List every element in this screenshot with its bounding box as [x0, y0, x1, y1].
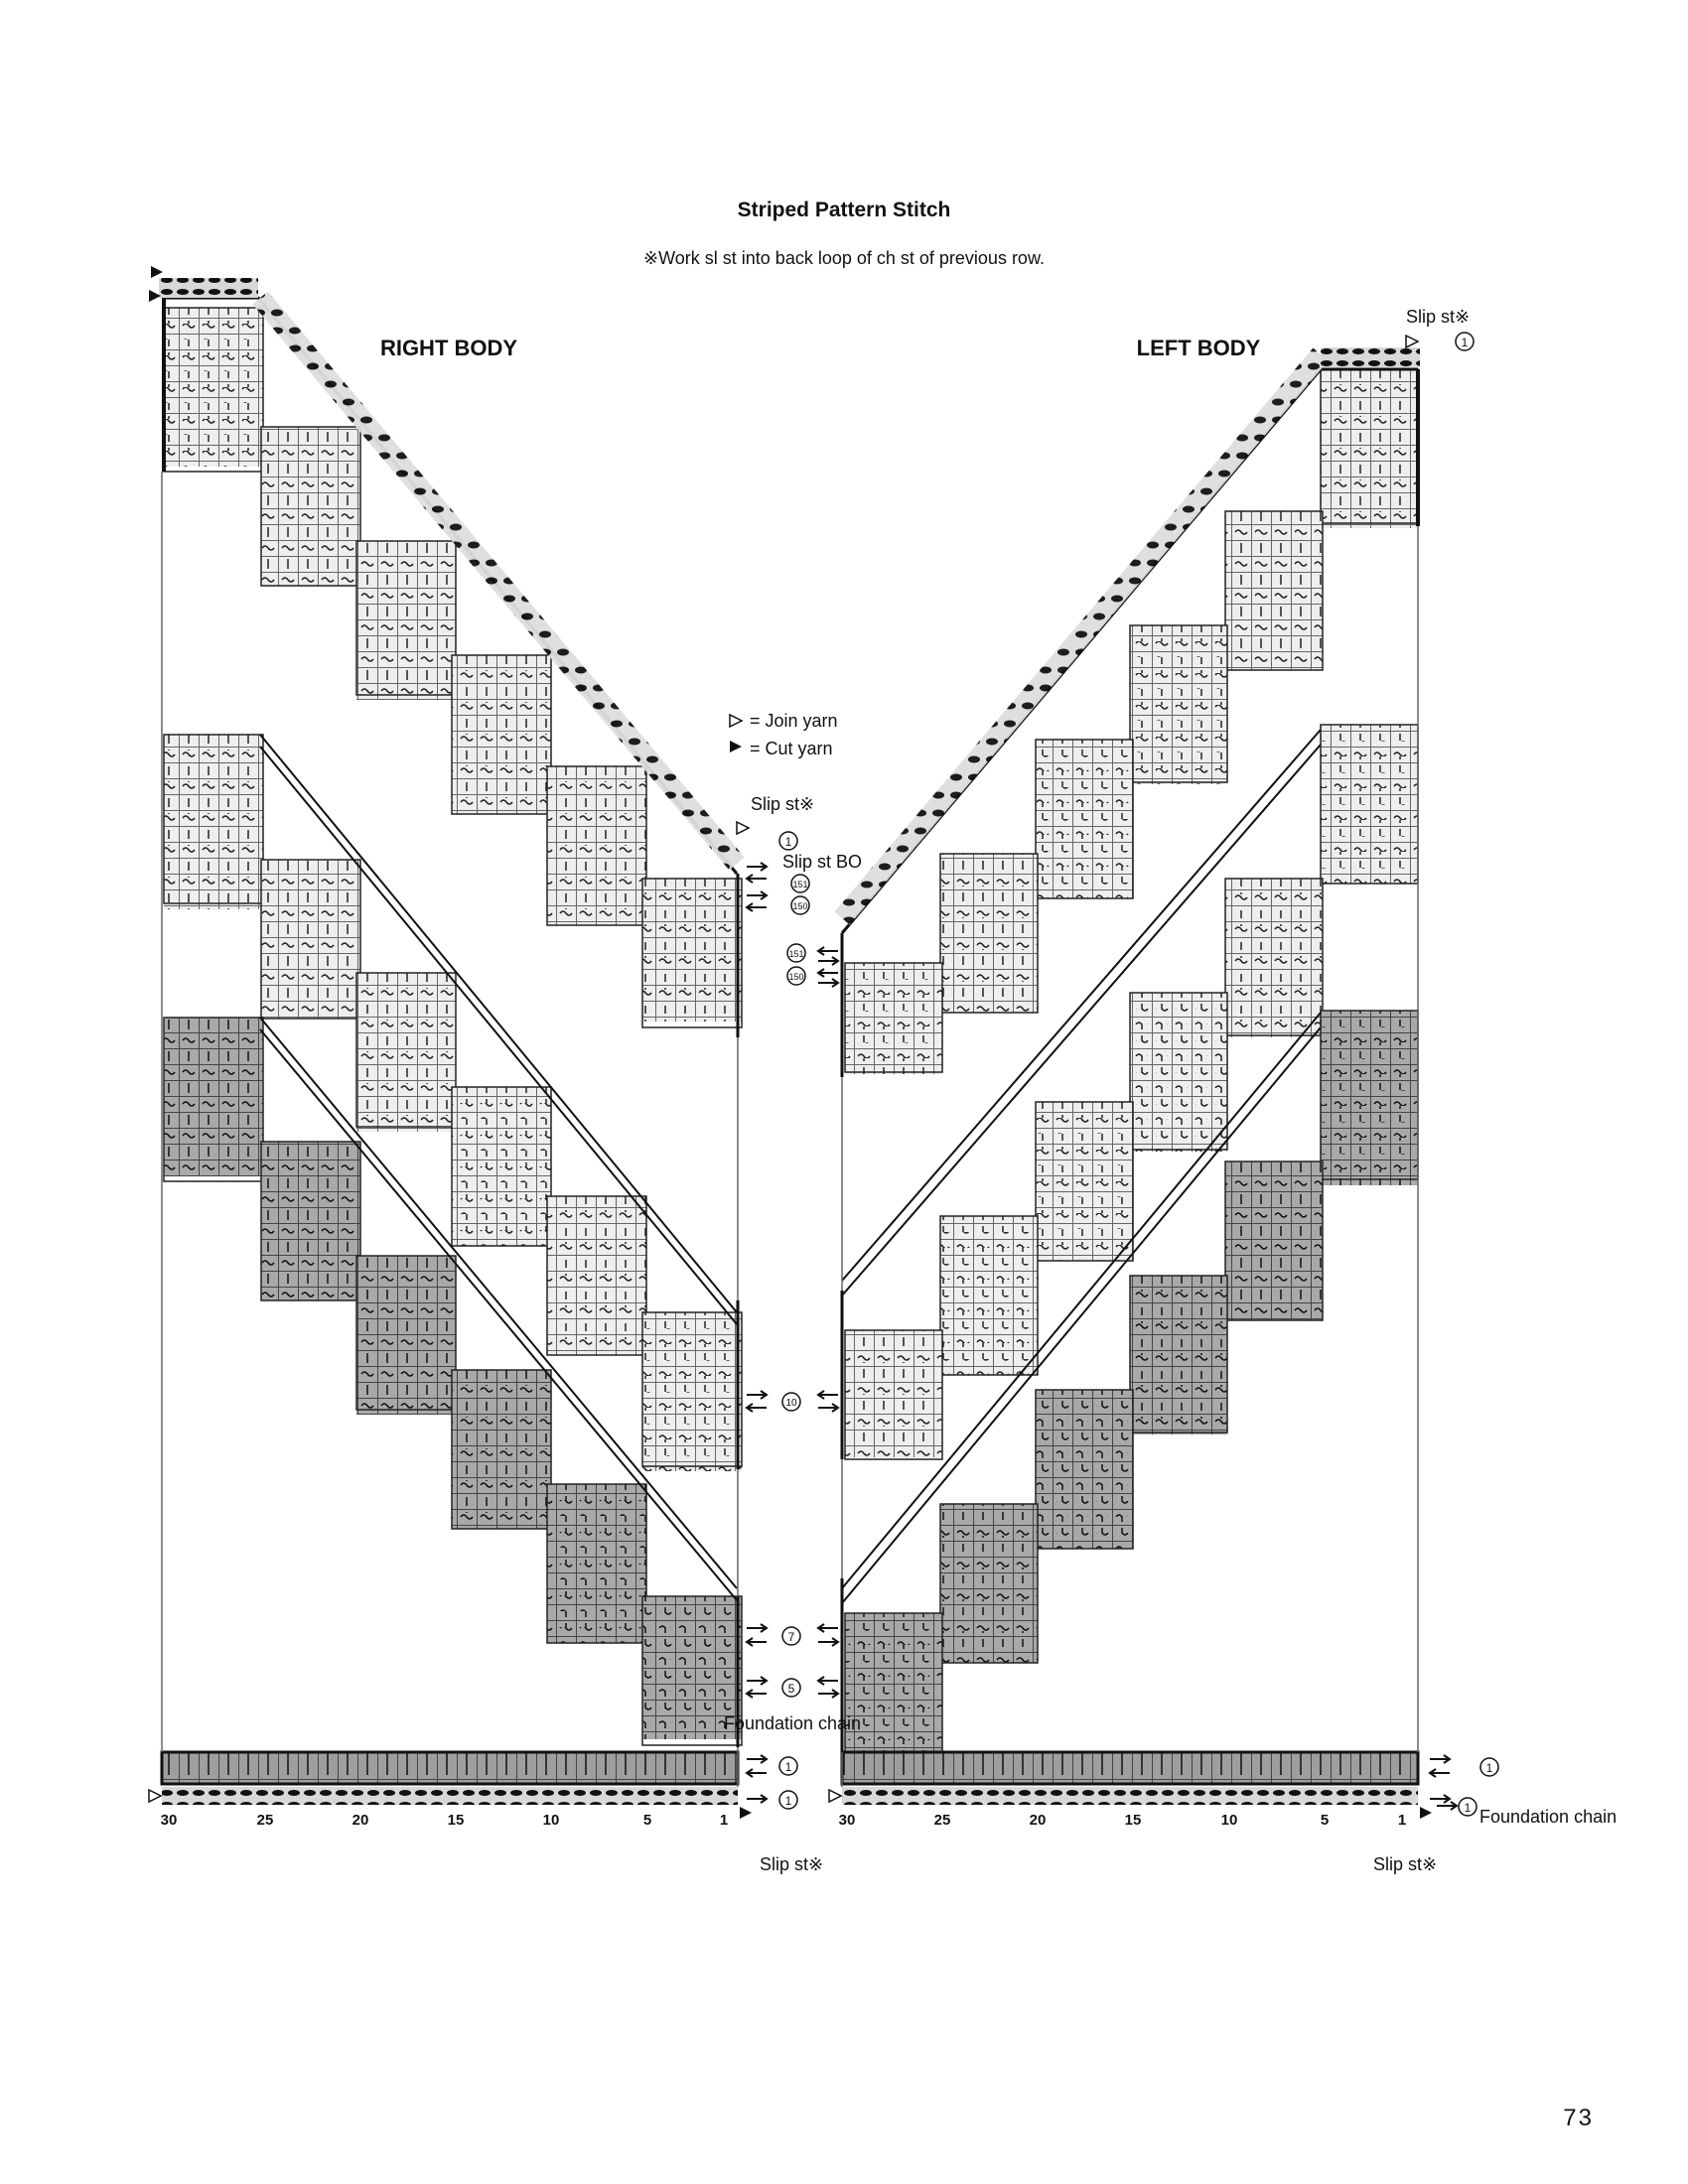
stitch-block: [1225, 511, 1323, 670]
right-body-chart: [159, 278, 742, 1805]
arrow-left-icon: [818, 1677, 838, 1685]
tick-label: 15: [1124, 1812, 1142, 1829]
stitch-block: [1321, 725, 1418, 884]
join-yarn-icon: [1406, 336, 1418, 347]
svg-text:10: 10: [785, 1398, 797, 1409]
foundation-chain-row: [842, 1787, 1418, 1805]
join-yarn-icon: [829, 1790, 841, 1802]
stitch-block: [1321, 1011, 1418, 1185]
tick-label: 5: [1320, 1812, 1330, 1829]
top-chain-row: [1321, 347, 1420, 367]
stitch-block: [547, 766, 646, 925]
cut-yarn-icon: [1420, 1807, 1432, 1819]
arrow-right-icon: [818, 957, 838, 965]
stitch-block: [164, 308, 263, 472]
stitch-block: [845, 1330, 942, 1459]
arrow-left-icon: [818, 1624, 838, 1632]
page-number: 73: [1563, 2105, 1594, 2131]
tick-label: 10: [1220, 1812, 1238, 1829]
tick-label: 30: [838, 1812, 856, 1829]
arrow-left-icon: [747, 1690, 767, 1698]
slip-st-label-bottom-right: Slip st※: [1372, 1854, 1438, 1874]
arrow-left-icon: [747, 1638, 767, 1646]
arrow-left-icon: [747, 903, 767, 911]
svg-text:7: 7: [787, 1630, 795, 1644]
foundation-band: [162, 1752, 738, 1784]
stitch-block: [452, 655, 551, 814]
arrow-right-icon: [818, 1690, 838, 1698]
filled-triangle-icon: [730, 741, 742, 752]
svg-text:151: 151: [792, 880, 808, 889]
instruction-note: ※Work sl st into back loop of ch st of previous row.: [643, 248, 1045, 268]
left-body-axis: [839, 1812, 1407, 1829]
tick-label: 1: [719, 1812, 729, 1829]
arrow-right-icon: [747, 1677, 767, 1685]
stitch-block: [1036, 1390, 1133, 1549]
row-marker-1-foundation-center: [779, 1757, 797, 1775]
svg-text:1: 1: [1461, 336, 1469, 349]
foundation-band: [842, 1752, 1418, 1784]
arrow-right-icon: [747, 1795, 767, 1803]
row-marker-1-center-top: [779, 832, 797, 850]
stitch-block: [940, 854, 1038, 1013]
stitch-block: [642, 879, 742, 1027]
cut-yarn-icon: [151, 266, 163, 278]
stitch-block: [452, 1370, 551, 1529]
row-marker-5: [782, 1679, 800, 1697]
legend-cut-yarn: = Cut yarn: [750, 739, 833, 758]
slip-st-label-center: Slip st※: [750, 794, 815, 814]
arrow-left-icon: [818, 1391, 838, 1399]
svg-text:1: 1: [784, 1794, 792, 1808]
stitch-block: [1130, 993, 1227, 1152]
arrow-left-icon: [818, 969, 838, 977]
arrow-left-icon: [747, 1404, 767, 1412]
row-marker-151-right: [791, 875, 809, 892]
cut-yarn-icon: [740, 1807, 752, 1819]
open-triangle-icon: [730, 715, 742, 727]
svg-text:5: 5: [787, 1682, 795, 1696]
row-marker-10: [782, 1393, 800, 1411]
stitch-block: [940, 1504, 1038, 1663]
chart-title: Striped Pattern Stitch: [737, 199, 951, 221]
row-marker-1-right-edge: [1480, 1758, 1498, 1776]
svg-text:1: 1: [784, 835, 792, 849]
stitch-block: [164, 1018, 263, 1181]
tick-label: 5: [642, 1812, 652, 1829]
arrow-right-icon: [818, 1404, 838, 1412]
foundation-chain-label-right: Foundation chain: [1479, 1807, 1618, 1827]
tick-label: 30: [160, 1812, 178, 1829]
arrow-right-icon: [747, 1391, 767, 1399]
stitch-block: [547, 1484, 646, 1643]
stitch-block: [1321, 369, 1418, 528]
arrow-left-icon: [1430, 1769, 1450, 1777]
foundation-chain-label-center: Foundation chain: [723, 1713, 862, 1733]
arrow-right-icon: [1430, 1795, 1450, 1803]
join-yarn-icon: [149, 1790, 161, 1802]
row-marker-1-slip-center: [779, 1791, 797, 1809]
svg-text:1: 1: [1464, 1801, 1472, 1815]
svg-text:1: 1: [1485, 1761, 1493, 1775]
stitch-block: [164, 735, 263, 909]
arrow-right-icon: [818, 979, 838, 987]
tick-label: 25: [933, 1812, 951, 1829]
row-marker-150-left: [787, 967, 805, 985]
stitch-block: [1225, 879, 1323, 1037]
join-yarn-icon: [737, 822, 749, 834]
stitch-block: [261, 427, 360, 586]
row-marker-1-top-right: [1456, 333, 1474, 350]
slip-st-bo-label: Slip st BO: [782, 852, 863, 872]
arrow-left-icon: [747, 875, 767, 883]
stitch-block: [261, 1142, 360, 1300]
stitch-block: [356, 973, 456, 1132]
stitch-block: [1130, 625, 1227, 784]
stitch-block: [261, 860, 360, 1019]
stitch-block: [452, 1087, 551, 1246]
arrow-right-icon: [747, 1755, 767, 1763]
stitch-block: [1036, 1102, 1133, 1261]
stitch-block: [356, 1256, 456, 1415]
right-body-label: RIGHT BODY: [379, 336, 518, 360]
stitch-block: [1225, 1161, 1323, 1320]
stitch-block: [1036, 740, 1133, 898]
stitch-block: [356, 541, 456, 700]
left-body-chart: [842, 347, 1420, 1805]
row-marker-1-foundation-right: [1459, 1798, 1477, 1816]
legend-join-yarn: = Join yarn: [750, 711, 838, 731]
right-body-axis: [161, 1812, 729, 1829]
arrow-right-icon: [747, 1624, 767, 1632]
legend: [730, 711, 838, 758]
arrow-right-icon: [1430, 1755, 1450, 1763]
tick-label: 15: [447, 1812, 465, 1829]
tick-label: 20: [1029, 1812, 1047, 1829]
row-marker-150-right: [791, 896, 809, 914]
row-marker-151-left: [787, 944, 805, 962]
stitch-block: [845, 963, 942, 1074]
arrow-left-icon: [747, 1769, 767, 1777]
arrow-right-icon: [1437, 1802, 1457, 1810]
tick-label: 20: [352, 1812, 369, 1829]
left-body-label: LEFT BODY: [1136, 336, 1261, 360]
stitch-block: [642, 1312, 742, 1471]
foundation-chain-row: [162, 1787, 738, 1805]
arrow-left-icon: [818, 947, 838, 955]
svg-text:150: 150: [788, 972, 804, 982]
stitch-block: [845, 1613, 942, 1756]
tick-label: 25: [256, 1812, 274, 1829]
stitch-block: [547, 1196, 646, 1355]
top-chain-row: [159, 278, 258, 298]
tick-label: 1: [1397, 1812, 1407, 1829]
stitch-block: [1130, 1276, 1227, 1434]
svg-text:150: 150: [792, 901, 808, 911]
arrow-right-icon: [818, 1638, 838, 1646]
arrow-right-icon: [747, 863, 767, 871]
slip-st-label-top-right: Slip st※: [1405, 307, 1471, 327]
slip-st-label-bottom-center: Slip st※: [759, 1854, 824, 1874]
svg-text:151: 151: [788, 949, 804, 959]
row-marker-7: [782, 1627, 800, 1645]
svg-text:1: 1: [784, 1760, 792, 1774]
stitch-block: [940, 1216, 1038, 1375]
tick-label: 10: [542, 1812, 560, 1829]
arrow-right-icon: [747, 891, 767, 899]
